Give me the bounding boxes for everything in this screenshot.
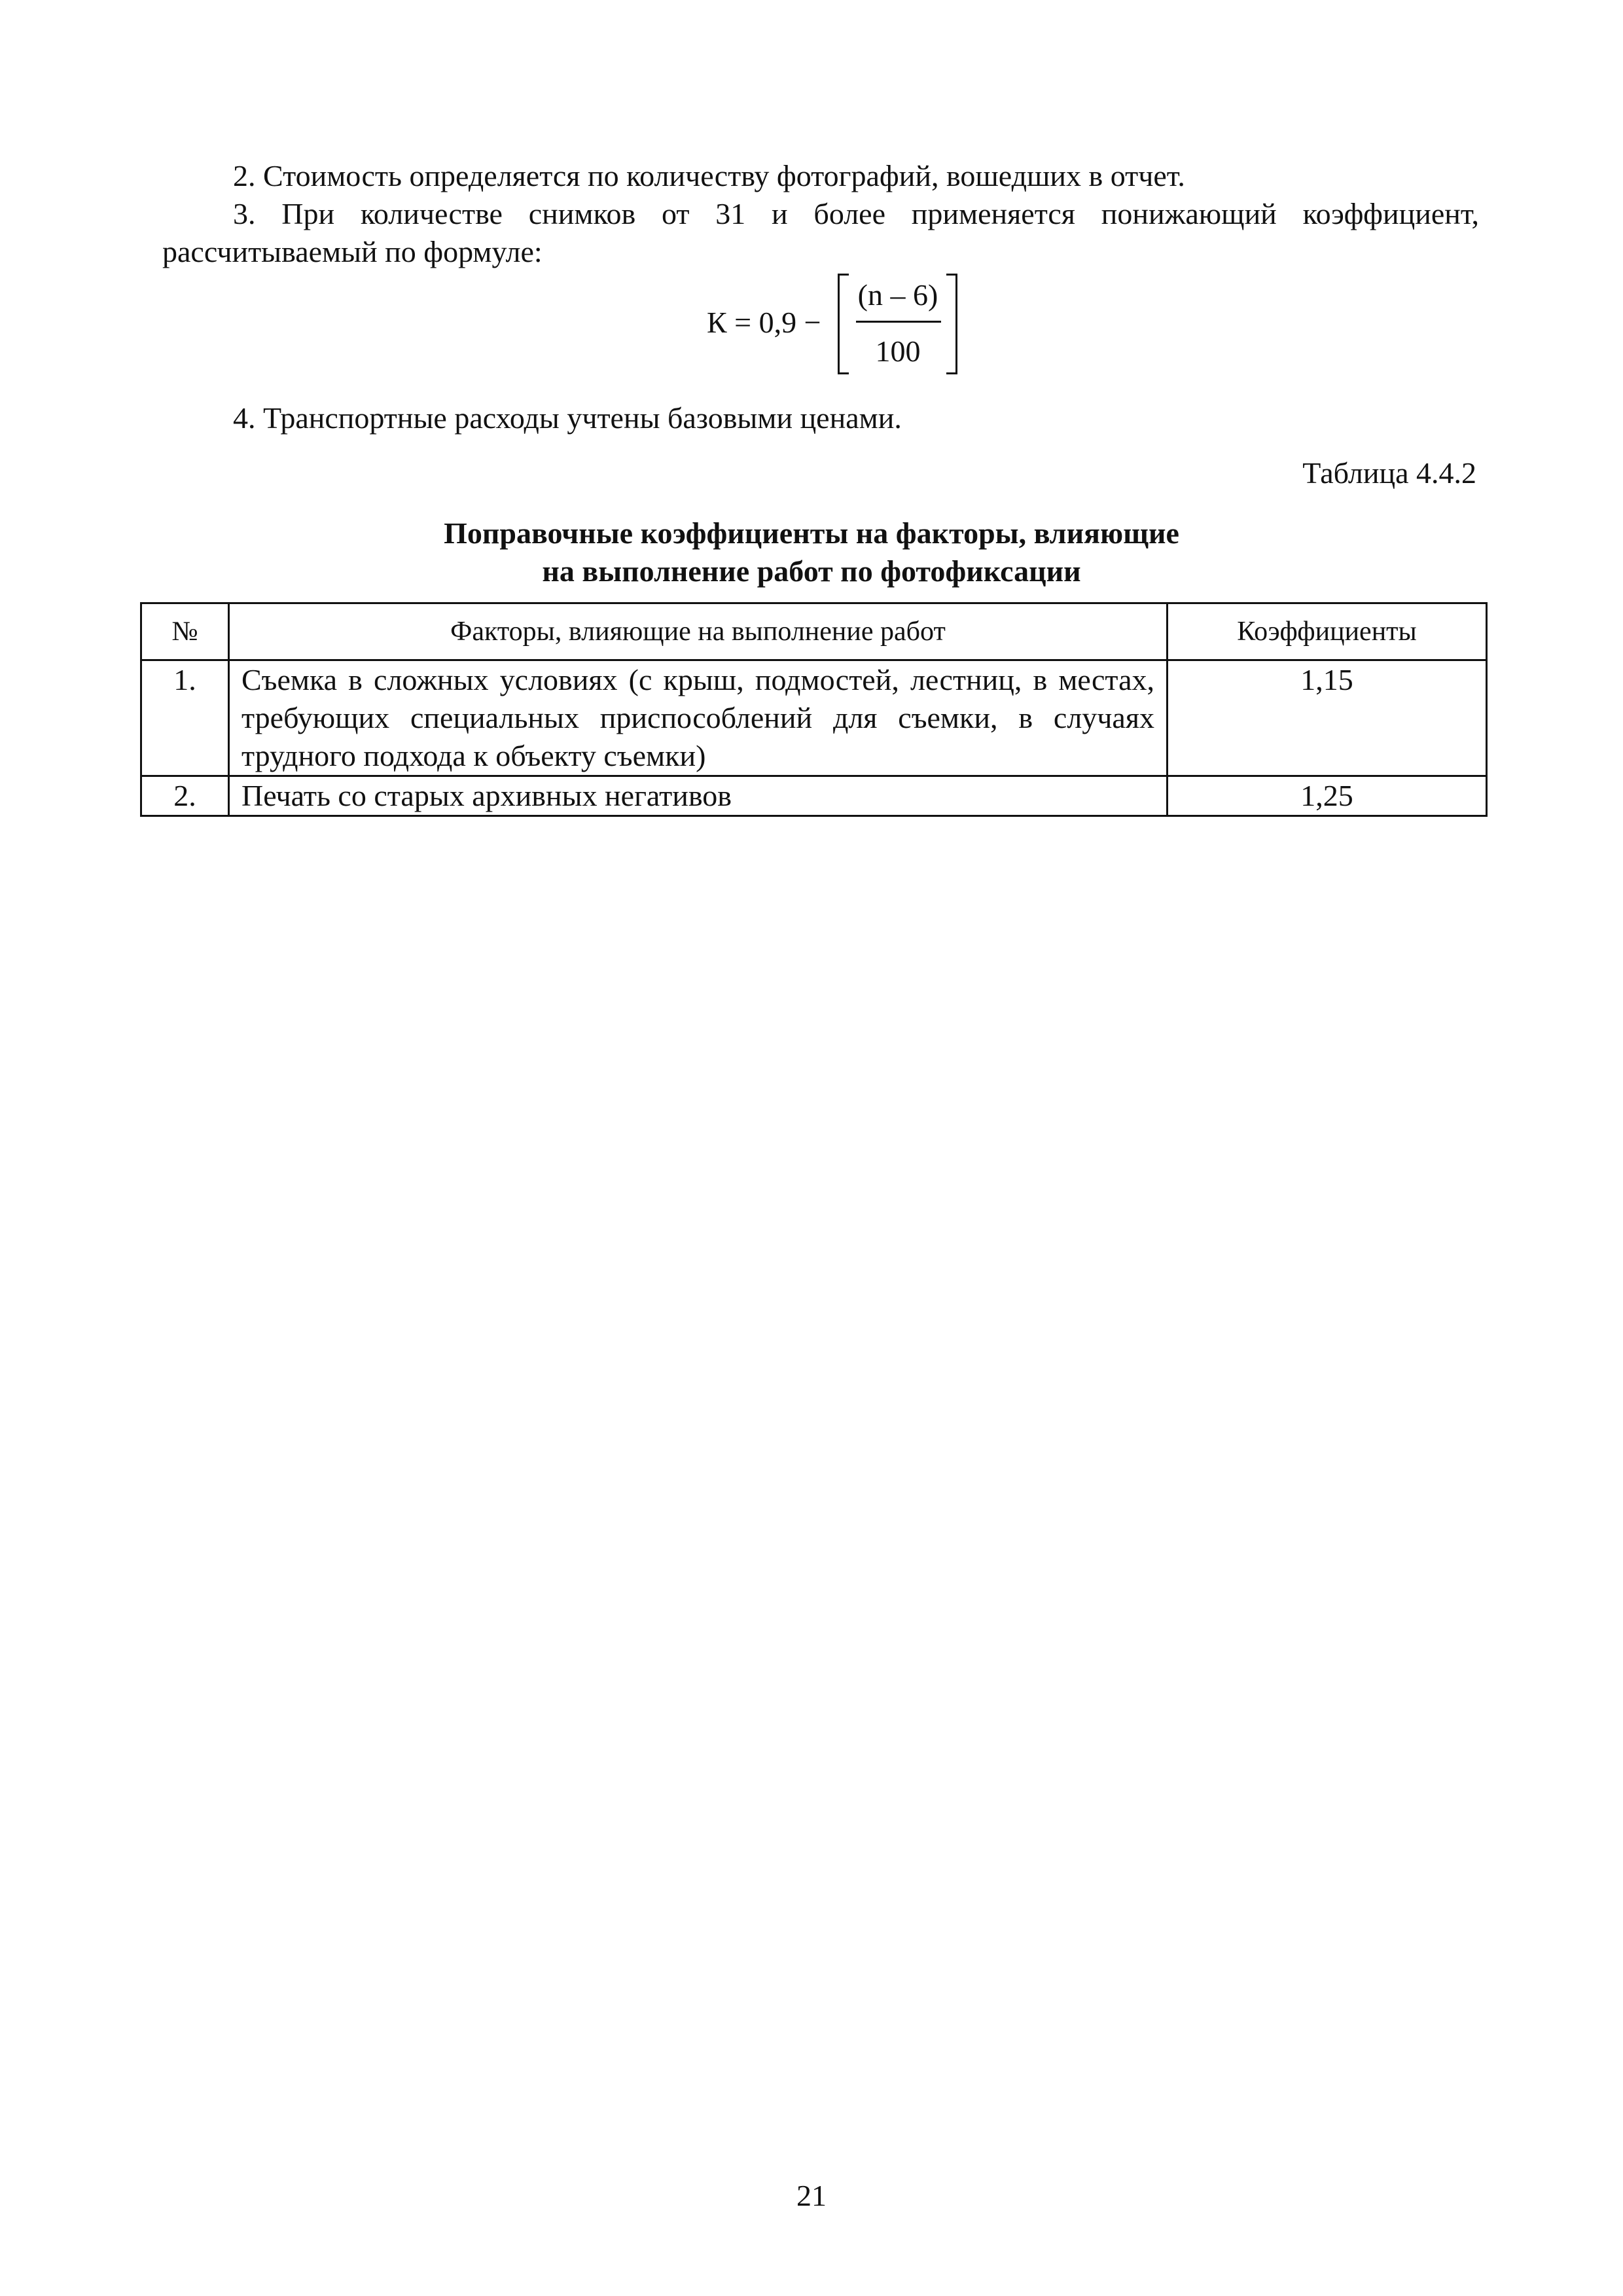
table-title-line-1: Поправочные коэффициенты на факторы, влияющие <box>444 516 1179 550</box>
formula-denominator: 100 <box>875 334 921 368</box>
row-coefficient: 1,15 <box>1168 660 1487 776</box>
page-number: 21 <box>796 2179 827 2212</box>
header-coefficients: Коэффициенты <box>1168 603 1487 660</box>
discount-formula <box>707 270 982 381</box>
paragraph-item-4: 4. Транспортные расходы учтены базовыми ценами. <box>233 401 902 435</box>
table-caption: Таблица 4.4.2 <box>1302 456 1476 490</box>
paragraph-item-3-line-2: рассчитываемый по формуле: <box>162 235 543 268</box>
formula-left-bracket <box>838 274 849 374</box>
header-factors: Факторы, влияющие на выполнение работ <box>229 603 1168 660</box>
formula-right-bracket <box>946 274 957 374</box>
coefficients-table <box>140 602 1488 817</box>
table-header-row <box>141 603 1487 660</box>
row-number: 2. <box>141 776 229 816</box>
row-factor: Съемка в сложных условиях (с крыш, подмостей, лестниц, в местах, требующих специальных приспособлений для съемки, в случаях трудного подхода к объекту съемки) <box>229 660 1168 776</box>
header-number: № <box>141 603 229 660</box>
table-title-line-2: на выполнение работ по фотофиксации <box>542 554 1081 588</box>
table-row <box>141 660 1487 776</box>
row-factor: Печать со старых архивных негативов <box>229 776 1168 816</box>
formula-lhs: К = 0,9 − <box>707 306 821 339</box>
row-number: 1. <box>141 660 229 776</box>
paragraph-item-3-line-1: 3. При количестве снимков от 31 и более применяется понижающий коэффициент, <box>233 197 1479 230</box>
table-row <box>141 776 1487 816</box>
paragraph-item-2: 2. Стоимость определяется по количеству фотографий, вошедших в отчет. <box>233 159 1185 192</box>
formula-fraction-bar <box>856 321 941 323</box>
row-coefficient: 1,25 <box>1168 776 1487 816</box>
formula-numerator: (n – 6) <box>857 278 938 312</box>
